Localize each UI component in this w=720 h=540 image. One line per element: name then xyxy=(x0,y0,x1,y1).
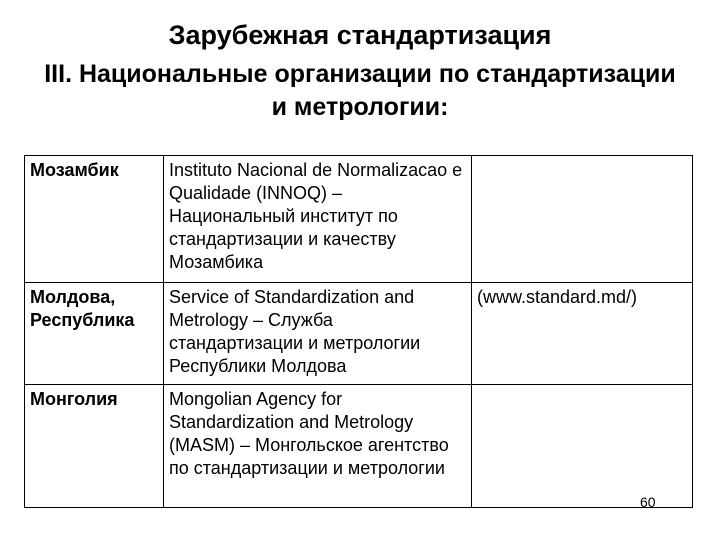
website-cell[interactable]: (www.standard.md/) xyxy=(472,283,693,385)
slide-title: Зарубежная стандартизация xyxy=(168,20,552,50)
organization-cell: Service of Standardization and Metrology – Служба стандартизации и метрологии Республики Молдова xyxy=(164,283,472,385)
website-cell xyxy=(472,156,693,283)
country-cell: Молдова, Республика xyxy=(25,283,164,385)
table-row xyxy=(25,385,693,508)
country-cell: Мозамбик xyxy=(25,156,164,283)
organization-cell: Instituto Nacional de Normalizacao e Qualidade (INNOQ) – Национальный институт по стандартизации и качеству Мозамбика xyxy=(164,156,472,283)
website-cell xyxy=(472,385,693,508)
page-number: 60 xyxy=(640,494,656,510)
organizations-table xyxy=(24,155,693,508)
country-cell: Монголия xyxy=(25,385,164,508)
table-row xyxy=(25,156,693,283)
table-row xyxy=(25,283,693,385)
slide-subtitle: III. Национальные организации по стандартизации и метрологии: xyxy=(44,60,676,121)
organization-cell: Mongolian Agency for Standardization and Metrology (MASM) – Монгольское агентство по стандартизации и метрологии xyxy=(164,385,472,508)
